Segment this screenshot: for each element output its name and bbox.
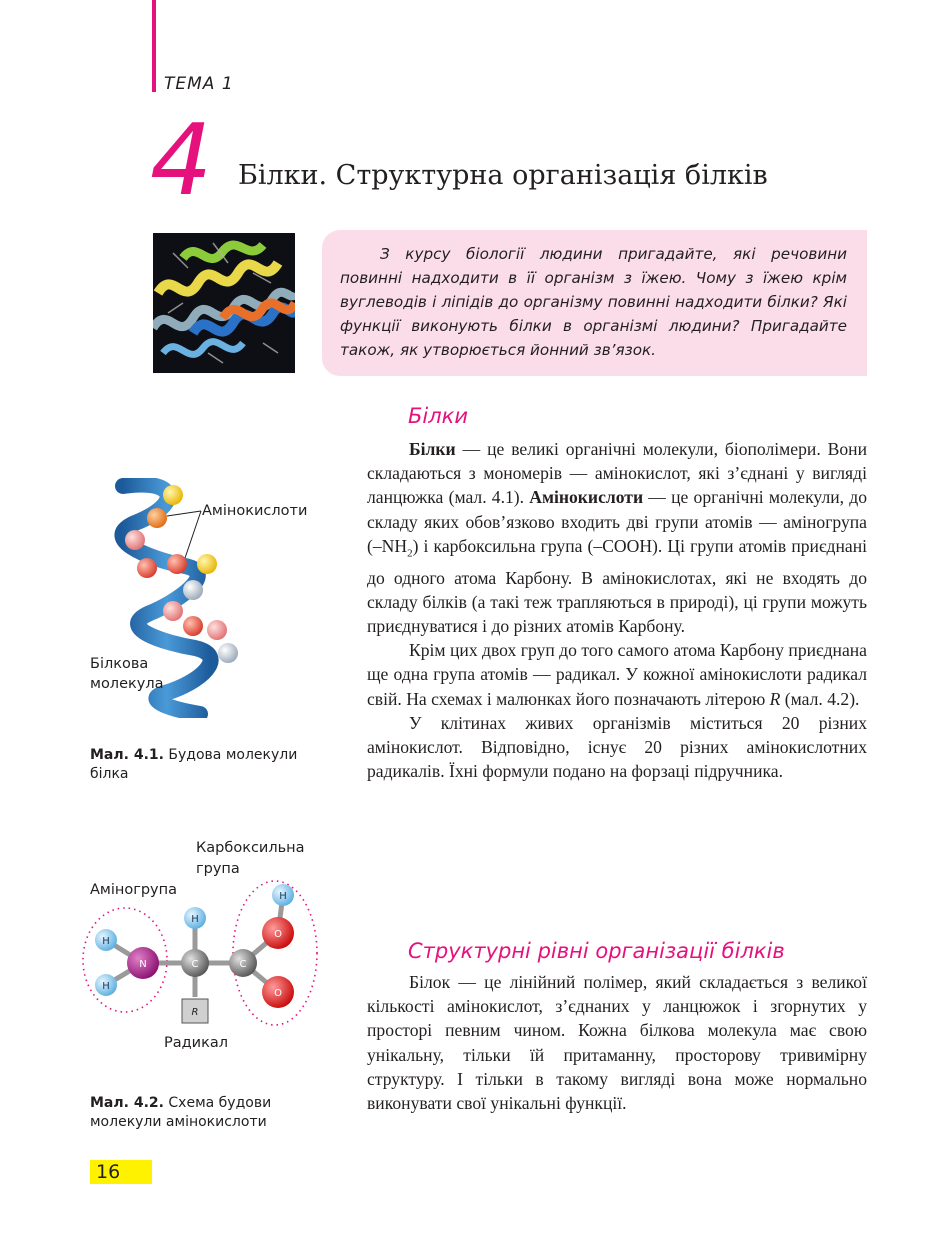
caption-number: Мал. 4.1. bbox=[90, 747, 164, 763]
text-span: — це органічні молекули, до складу яких обов’язково входить дві групи атомів — аміногрупа (–NH bbox=[367, 487, 867, 556]
text-span: ) і карбоксильна група (–СООН). Ці групи атомів приєднані до одного атома Карбону. В амінокислотах, які не входять до складу білків (а такі теж трапляються в природі), ці групи можуть приєднуватися і до різних атомів Карбону. bbox=[367, 535, 867, 636]
radical-r-label: R bbox=[191, 1007, 199, 1018]
radical-letter: R bbox=[769, 688, 781, 709]
amino-acid-diagram bbox=[80, 875, 320, 1030]
section-body-proteins bbox=[367, 437, 867, 783]
top-accent-bar bbox=[152, 0, 156, 92]
term-proteins: Білки bbox=[409, 439, 456, 459]
atom-h-label: H bbox=[102, 936, 110, 947]
chapter-title: Білки. Структурна організація білків bbox=[238, 160, 768, 191]
atom-c-label: C bbox=[239, 959, 247, 970]
paragraph: Білок — це лінійний полімер, який складається з великої кількості амінокислот, з’єднаних у ланцюжок і згорнутих у просторі певним чином. Кожна білкова молекула має свою унікальну, тільки їй притаманну, просторову тривимірну структуру. І тільки в такому вигляді вона може нормально виконувати свої унікальні функції. bbox=[367, 972, 867, 1114]
intro-text: З курсу біології людини пригадайте, які речовини повинні надходити в її організм з їжею. Чому з їжею крім вуглеводів і ліпідів до організму повинні надходити білки? Які функції виконують білки в організмі людини? Пригадайте також, як утворюється йонний зв’язок. bbox=[340, 245, 847, 359]
atom-h-label: H bbox=[191, 914, 199, 925]
paragraph bbox=[367, 638, 867, 711]
section-heading-proteins: Білки bbox=[408, 404, 468, 428]
atom-h-label: H bbox=[102, 981, 110, 992]
label-radical: Радикал bbox=[164, 1035, 228, 1051]
paragraph: У клітинах живих організмів міститься 20 різних амінокислот. Відповідно, існує 20 різних амінокислотних радикалів. Їхні формули подано на форзаці підручника. bbox=[367, 712, 867, 782]
intro-questions-box bbox=[322, 230, 867, 376]
text-span: (мал. 4.2). bbox=[780, 688, 860, 709]
caption-number: Мал. 4.2. bbox=[90, 1095, 164, 1111]
atom-h-label: H bbox=[279, 891, 287, 902]
label-protein-molecule: Білкова молекула bbox=[90, 656, 164, 692]
chapter-number: 4 bbox=[150, 104, 213, 218]
figure-caption-4-1 bbox=[90, 746, 320, 784]
caption-text: Схема будови молекули амінокислоти bbox=[90, 1095, 272, 1130]
text-span: — це великі органічні молекули, біополімери. Вони складаються з мономерів — амінокислот, які з’єднані у вигляді ланцюжка (мал. 4.1). bbox=[367, 439, 867, 508]
label-carboxyl-group: Карбоксильна група bbox=[196, 840, 305, 877]
paragraph bbox=[367, 437, 867, 638]
figure-caption-4-2 bbox=[90, 1094, 320, 1132]
topic-label: ТЕМА 1 bbox=[164, 74, 234, 94]
atom-o-label: O bbox=[274, 929, 282, 940]
caption-text: Будова молекули білка bbox=[90, 747, 298, 782]
atom-c-label: C bbox=[191, 959, 199, 970]
label-aminoacids: Амінокислоти bbox=[202, 503, 308, 519]
section-heading-structure-levels: Структурні рівні організації білків bbox=[408, 939, 785, 963]
atom-n-label: N bbox=[139, 959, 147, 970]
section-body-structure-levels bbox=[367, 970, 867, 1115]
atom-o-label: O bbox=[274, 988, 282, 999]
text-span: Крім цих двох груп до того самого атома Карбону приєднана ще одна група атомів — радикал. У кожної амінокислоти радикал свій. На схемах і малюнках його позначають літерою bbox=[367, 640, 867, 709]
page-number: 16 bbox=[90, 1160, 152, 1184]
term-aminoacids: Амінокислоти bbox=[529, 487, 644, 508]
label-amino-group: Аміногрупа bbox=[90, 882, 178, 898]
subscript: 2 bbox=[407, 547, 413, 560]
protein-structure-photo bbox=[153, 233, 295, 373]
